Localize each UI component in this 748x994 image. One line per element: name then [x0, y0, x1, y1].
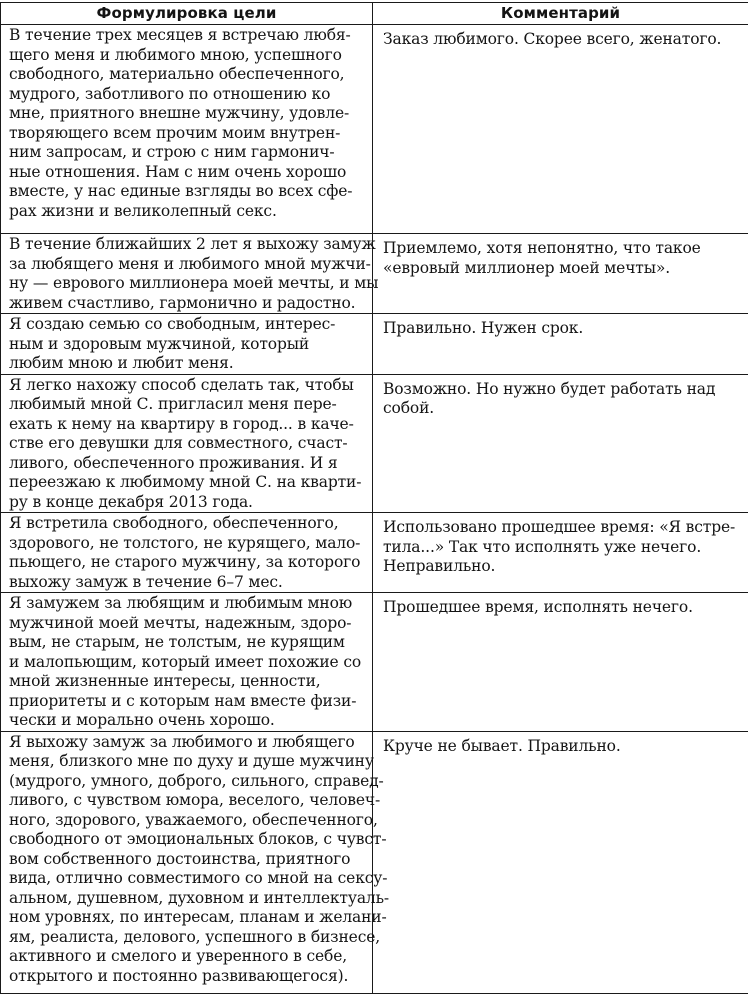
goal-cell	[1, 314, 373, 375]
comment-text-line: Использовано прошедшее время: «Я встре-	[383, 518, 742, 538]
goal-text-line: вместе, у нас единые взгляды во всех сфе-	[9, 182, 369, 202]
goal-text-line: ну — еврового миллионера моей мечты, и мы	[9, 274, 369, 294]
comment-cell	[373, 731, 748, 993]
comment-text-line: Круче не бывает. Правильно.	[383, 737, 742, 757]
table-row	[1, 731, 748, 993]
goal-text-line: живем счастливо, гармонично и радостно.	[9, 294, 369, 314]
goal-text-line: В течение трех месяцев я встречаю любя-	[9, 26, 369, 46]
goal-text-line: меня, близкого мне по духу и душе мужчину	[9, 752, 369, 772]
table-row	[1, 314, 748, 375]
goal-text-line: чески и морально очень хорошо.	[9, 711, 369, 731]
goal-text-line: мне, приятного внешне мужчину, удовле-	[9, 104, 369, 124]
goal-text-line: (мудрого, умного, доброго, сильного, справед-	[9, 772, 369, 792]
comment-text-line: Приемлемо, хотя непонятно, что такое	[383, 239, 742, 259]
goal-cell	[1, 25, 373, 234]
goal-text-line: ного, здорового, уважаемого, обеспеченного,	[9, 811, 369, 831]
comment-text-line: Прошедшее время, исполнять нечего.	[383, 598, 742, 618]
goal-text-line: ехать к нему на квартиру в город... в каче-	[9, 415, 369, 435]
goals-table	[0, 2, 748, 994]
goal-text-line: творяющего всем прочим моим внутрен-	[9, 124, 369, 144]
table-row	[1, 593, 748, 732]
goal-text-line: выхожу замуж в течение 6–7 мес.	[9, 573, 369, 593]
comment-cell	[373, 513, 748, 593]
goal-text-line: ру в конце декабря 2013 года.	[9, 493, 369, 513]
comment-text-line: «евровый миллионер моей мечты».	[383, 259, 742, 279]
goal-text-line: за любящего меня и любимого мной мужчи-	[9, 255, 369, 275]
header-goal-wording: Формулировка цели	[1, 3, 373, 25]
goal-text-line: ям, реалиста, делового, успешного в бизнесе,	[9, 928, 369, 948]
goal-text-line: мной жизненные интересы, ценности,	[9, 672, 369, 692]
goal-text-line: Я выхожу замуж за любимого и любящего	[9, 733, 369, 753]
goal-cell	[1, 593, 373, 732]
goal-text-line: свободного, материально обеспеченного,	[9, 65, 369, 85]
goal-text-line: Я встретила свободного, обеспеченного,	[9, 514, 369, 534]
goal-text-line: Я замужем за любящим и любимым мною	[9, 594, 369, 614]
comment-text-line: собой.	[383, 399, 742, 419]
goal-text-line: вым, не старым, не толстым, не курящим	[9, 633, 369, 653]
comment-text-line: Возможно. Но нужно будет работать над	[383, 380, 742, 400]
comment-text-line: тила...» Так что исполнять уже нечего.	[383, 538, 742, 558]
goal-text-line: щего меня и любимого мною, успешного	[9, 46, 369, 66]
comment-cell	[373, 25, 748, 234]
goal-text-line: активного и смелого и уверенного в себе,	[9, 947, 369, 967]
goal-text-line: ливого, с чувством юмора, веселого, человеч-	[9, 791, 369, 811]
table-header-row	[1, 3, 748, 25]
comment-text-line: Неправильно.	[383, 557, 742, 577]
comment-cell	[373, 374, 748, 513]
goal-text-line: любимый мной С. пригласил меня пере-	[9, 395, 369, 415]
goal-text-line: альном, душевном, духовном и интеллектуаль-	[9, 889, 369, 909]
goal-text-line: В течение ближайших 2 лет я выхожу замуж	[9, 235, 369, 255]
goal-cell	[1, 731, 373, 993]
table-row	[1, 25, 748, 234]
goal-text-line: ливого, обеспеченного проживания. И я	[9, 454, 369, 474]
goal-cell	[1, 234, 373, 314]
goal-text-line: открытого и постоянно развивающегося).	[9, 967, 369, 987]
goal-text-line: пьющего, не старого мужчину, за которого	[9, 553, 369, 573]
goal-text-line: любим мною и любит меня.	[9, 354, 369, 374]
goal-text-line: ные отношения. Нам с ним очень хорошо	[9, 163, 369, 183]
goal-text-line: приоритеты и с которым нам вместе физи-	[9, 692, 369, 712]
comment-cell	[373, 593, 748, 732]
goal-text-line: ным и здоровым мужчиной, который	[9, 335, 369, 355]
goal-text-line: мудрого, заботливого по отношению ко	[9, 85, 369, 105]
comment-cell	[373, 234, 748, 314]
table-row	[1, 234, 748, 314]
goal-text-line: свободного от эмоциональных блоков, с чувст-	[9, 830, 369, 850]
table-row	[1, 374, 748, 513]
goal-text-line: и малопьющим, который имеет похожие со	[9, 653, 369, 673]
goal-cell	[1, 374, 373, 513]
goal-text-line: стве его девушки для совместного, счаст-	[9, 434, 369, 454]
goal-text-line: ним запросам, и строю с ним гармонич-	[9, 143, 369, 163]
goal-text-line: Я легко нахожу способ сделать так, чтобы	[9, 376, 369, 396]
goal-text-line: вида, отлично совместимого со мной на сексу-	[9, 869, 369, 889]
goal-text-line: мужчиной моей мечты, надежным, здоро-	[9, 614, 369, 634]
goal-text-line: ном уровнях, по интересам, планам и желани-	[9, 908, 369, 928]
table-row	[1, 513, 748, 593]
goal-cell	[1, 513, 373, 593]
goal-text-line: вом собственного достоинства, приятного	[9, 850, 369, 870]
goal-text-line: здорового, не толстого, не курящего, мало-	[9, 534, 369, 554]
comment-text-line: Заказ любимого. Скорее всего, женатого.	[383, 30, 742, 50]
comment-text-line: Правильно. Нужен срок.	[383, 319, 742, 339]
goal-text-line: рах жизни и великолепный секс.	[9, 202, 369, 222]
comment-cell	[373, 314, 748, 375]
header-comment: Комментарий	[373, 3, 748, 25]
goal-text-line: переезжаю к любимому мной С. на кварти-	[9, 473, 369, 493]
goal-text-line: Я создаю семью со свободным, интерес-	[9, 315, 369, 335]
